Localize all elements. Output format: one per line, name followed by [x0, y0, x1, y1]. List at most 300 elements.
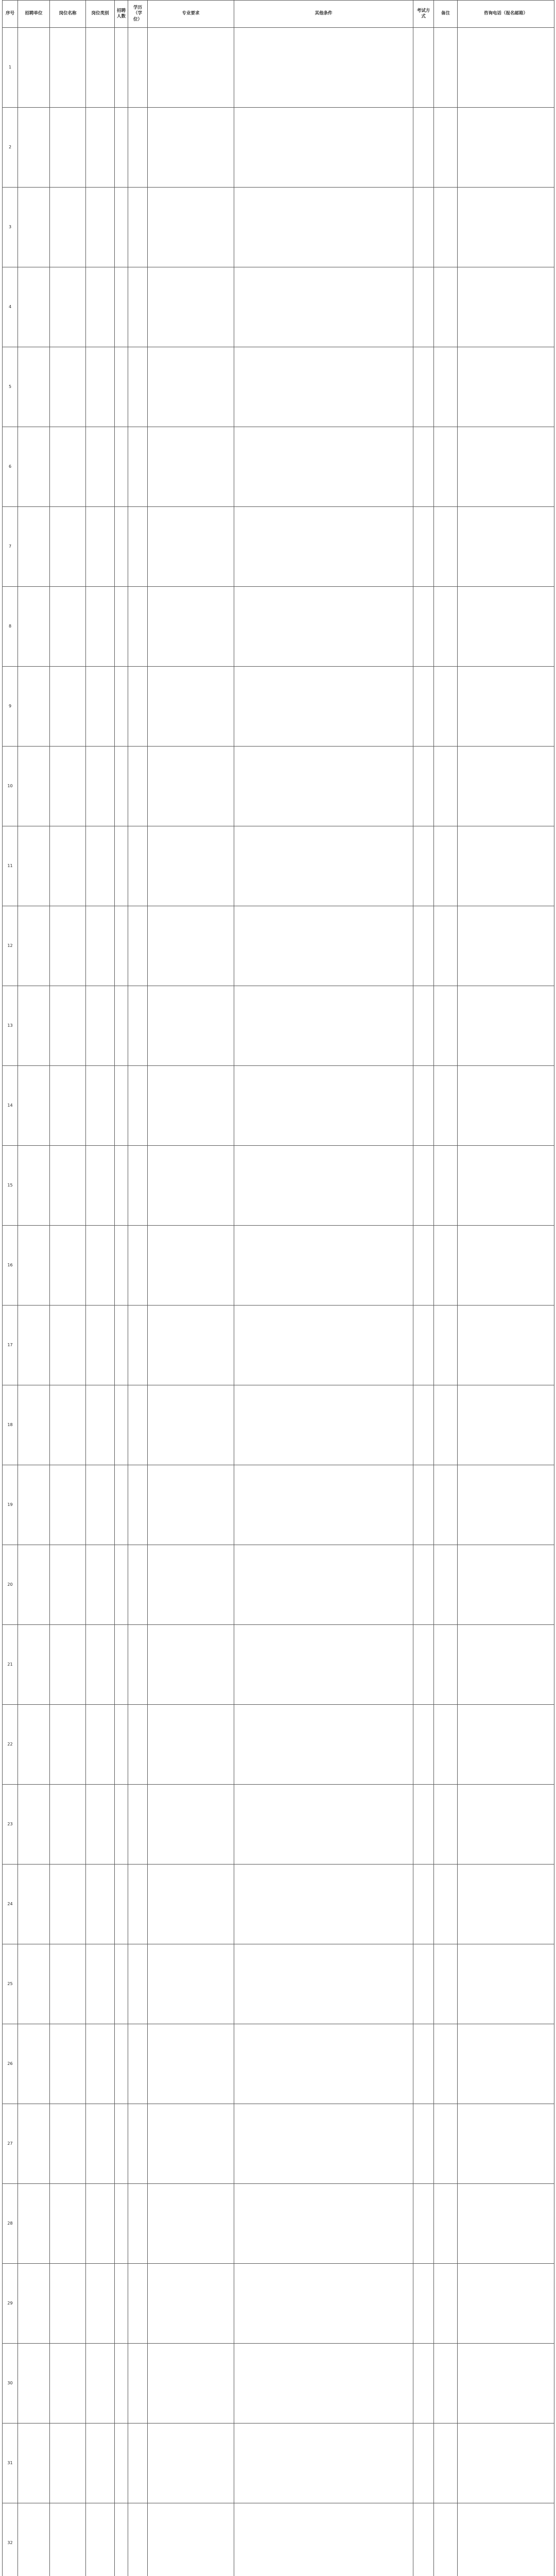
cell-contact	[458, 1545, 554, 1625]
cell-no: 1	[3, 28, 18, 108]
table-row	[3, 1226, 554, 1306]
cell-requirements	[234, 2104, 413, 2184]
cell-major	[148, 1865, 234, 1944]
cell-requirements	[234, 1226, 413, 1306]
table-row	[3, 427, 554, 507]
cell-unit	[18, 986, 50, 1066]
cell-major	[148, 507, 234, 587]
cell-unit	[18, 2184, 50, 2264]
cell-count	[115, 267, 128, 347]
header-note: 备注	[434, 1, 458, 28]
table-row	[3, 1465, 554, 1545]
cell-note	[434, 1306, 458, 1385]
cell-type	[86, 2264, 115, 2344]
cell-no: 27	[3, 2104, 18, 2184]
cell-count	[115, 986, 128, 1066]
cell-exam	[413, 587, 434, 667]
cell-type	[86, 2344, 115, 2424]
cell-post	[50, 1226, 86, 1306]
cell-requirements	[234, 108, 413, 188]
cell-contact	[458, 507, 554, 587]
table-row	[3, 1705, 554, 1785]
cell-type	[86, 906, 115, 986]
cell-requirements	[234, 667, 413, 747]
header-education: 学历（学位）	[128, 1, 148, 28]
cell-education	[128, 108, 148, 188]
cell-contact	[458, 188, 554, 267]
cell-education	[128, 826, 148, 906]
cell-contact	[458, 108, 554, 188]
cell-count	[115, 1625, 128, 1705]
header-exam: 考试方式	[413, 1, 434, 28]
cell-contact	[458, 1465, 554, 1545]
cell-requirements	[234, 1705, 413, 1785]
cell-major	[148, 667, 234, 747]
cell-type	[86, 1146, 115, 1226]
cell-unit	[18, 1146, 50, 1226]
cell-education	[128, 1226, 148, 1306]
cell-major	[148, 1385, 234, 1465]
header-contact: 咨询电话（报名邮箱）	[458, 1, 554, 28]
cell-type	[86, 1625, 115, 1705]
cell-major	[148, 1625, 234, 1705]
cell-exam	[413, 1944, 434, 2024]
cell-post	[50, 1705, 86, 1785]
cell-note	[434, 2104, 458, 2184]
cell-post	[50, 2503, 86, 2576]
cell-major	[148, 347, 234, 427]
header-post: 岗位名称	[50, 1, 86, 28]
cell-education	[128, 747, 148, 826]
cell-major	[148, 1705, 234, 1785]
cell-type	[86, 747, 115, 826]
cell-exam	[413, 2104, 434, 2184]
cell-unit	[18, 1865, 50, 1944]
table-body	[3, 28, 554, 2576]
cell-exam	[413, 1705, 434, 1785]
cell-type	[86, 347, 115, 427]
cell-major	[148, 267, 234, 347]
cell-post	[50, 986, 86, 1066]
cell-count	[115, 1066, 128, 1146]
header-major: 专业要求	[148, 1, 234, 28]
cell-count	[115, 28, 128, 108]
cell-unit	[18, 826, 50, 906]
cell-unit	[18, 1066, 50, 1146]
cell-major	[148, 2104, 234, 2184]
cell-count	[115, 1865, 128, 1944]
cell-contact	[458, 1865, 554, 1944]
cell-post	[50, 108, 86, 188]
cell-education	[128, 507, 148, 587]
cell-contact	[458, 2503, 554, 2576]
cell-education	[128, 427, 148, 507]
cell-unit	[18, 108, 50, 188]
cell-count	[115, 1545, 128, 1625]
cell-no: 2	[3, 108, 18, 188]
cell-education	[128, 2104, 148, 2184]
cell-note	[434, 2424, 458, 2503]
cell-requirements	[234, 2264, 413, 2344]
cell-note	[434, 28, 458, 108]
cell-education	[128, 1066, 148, 1146]
cell-requirements	[234, 427, 413, 507]
cell-no: 32	[3, 2503, 18, 2576]
cell-exam	[413, 507, 434, 587]
cell-count	[115, 1465, 128, 1545]
cell-requirements	[234, 1545, 413, 1625]
cell-note	[434, 188, 458, 267]
cell-type	[86, 986, 115, 1066]
table-row	[3, 188, 554, 267]
cell-education	[128, 1146, 148, 1226]
table-row	[3, 28, 554, 108]
cell-major	[148, 427, 234, 507]
cell-contact	[458, 667, 554, 747]
cell-count	[115, 2184, 128, 2264]
cell-type	[86, 587, 115, 667]
cell-note	[434, 906, 458, 986]
cell-post	[50, 2024, 86, 2104]
cell-no: 20	[3, 1545, 18, 1625]
cell-education	[128, 1465, 148, 1545]
cell-exam	[413, 906, 434, 986]
cell-count	[115, 1306, 128, 1385]
table-row	[3, 2344, 554, 2424]
cell-exam	[413, 1146, 434, 1226]
cell-major	[148, 747, 234, 826]
cell-no: 11	[3, 826, 18, 906]
cell-count	[115, 1385, 128, 1465]
cell-note	[434, 2024, 458, 2104]
cell-count	[115, 108, 128, 188]
cell-exam	[413, 1385, 434, 1465]
cell-major	[148, 2503, 234, 2576]
cell-note	[434, 1066, 458, 1146]
header-count: 招聘人数	[115, 1, 128, 28]
cell-post	[50, 1385, 86, 1465]
cell-post	[50, 1465, 86, 1545]
cell-major	[148, 826, 234, 906]
cell-count	[115, 188, 128, 267]
cell-major	[148, 1785, 234, 1865]
cell-note	[434, 2184, 458, 2264]
cell-contact	[458, 587, 554, 667]
cell-requirements	[234, 1785, 413, 1865]
cell-major	[148, 906, 234, 986]
cell-exam	[413, 1865, 434, 1944]
cell-exam	[413, 2424, 434, 2503]
cell-education	[128, 1306, 148, 1385]
cell-post	[50, 1785, 86, 1865]
cell-type	[86, 1226, 115, 1306]
cell-major	[148, 1226, 234, 1306]
cell-no: 3	[3, 188, 18, 267]
cell-no: 6	[3, 427, 18, 507]
table-row	[3, 1865, 554, 1944]
cell-unit	[18, 1944, 50, 2024]
cell-requirements	[234, 1385, 413, 1465]
cell-count	[115, 587, 128, 667]
table-row	[3, 507, 554, 587]
cell-unit	[18, 1545, 50, 1625]
cell-note	[434, 667, 458, 747]
cell-exam	[413, 667, 434, 747]
cell-note	[434, 427, 458, 507]
cell-exam	[413, 267, 434, 347]
cell-education	[128, 986, 148, 1066]
table-row	[3, 667, 554, 747]
cell-major	[148, 1545, 234, 1625]
cell-exam	[413, 427, 434, 507]
header-requirements: 其他条件	[234, 1, 413, 28]
cell-education	[128, 267, 148, 347]
header-unit: 招聘单位	[18, 1, 50, 28]
cell-exam	[413, 747, 434, 826]
table-row	[3, 1385, 554, 1465]
cell-type	[86, 1944, 115, 2024]
table-row	[3, 1146, 554, 1226]
cell-exam	[413, 1306, 434, 1385]
cell-count	[115, 906, 128, 986]
cell-type	[86, 826, 115, 906]
cell-requirements	[234, 1465, 413, 1545]
cell-no: 12	[3, 906, 18, 986]
table-row	[3, 747, 554, 826]
cell-requirements	[234, 587, 413, 667]
cell-post	[50, 906, 86, 986]
cell-no: 26	[3, 2024, 18, 2104]
cell-contact	[458, 28, 554, 108]
cell-contact	[458, 2264, 554, 2344]
cell-education	[128, 1865, 148, 1944]
cell-unit	[18, 587, 50, 667]
cell-type	[86, 2503, 115, 2576]
cell-post	[50, 267, 86, 347]
cell-post	[50, 507, 86, 587]
table-row	[3, 108, 554, 188]
cell-note	[434, 1465, 458, 1545]
cell-type	[86, 667, 115, 747]
cell-unit	[18, 2424, 50, 2503]
cell-requirements	[234, 2184, 413, 2264]
cell-count	[115, 347, 128, 427]
cell-major	[148, 986, 234, 1066]
cell-contact	[458, 1146, 554, 1226]
cell-requirements	[234, 188, 413, 267]
cell-note	[434, 1146, 458, 1226]
cell-post	[50, 1545, 86, 1625]
cell-type	[86, 2184, 115, 2264]
cell-note	[434, 747, 458, 826]
cell-major	[148, 1306, 234, 1385]
cell-no: 17	[3, 1306, 18, 1385]
cell-education	[128, 2184, 148, 2264]
cell-exam	[413, 1465, 434, 1545]
cell-count	[115, 1785, 128, 1865]
cell-note	[434, 2503, 458, 2576]
cell-note	[434, 507, 458, 587]
cell-no: 21	[3, 1625, 18, 1705]
cell-post	[50, 747, 86, 826]
cell-education	[128, 587, 148, 667]
cell-unit	[18, 2024, 50, 2104]
cell-contact	[458, 2424, 554, 2503]
cell-contact	[458, 1944, 554, 2024]
cell-contact	[458, 906, 554, 986]
cell-type	[86, 1865, 115, 1944]
cell-unit	[18, 1465, 50, 1545]
cell-unit	[18, 1785, 50, 1865]
cell-exam	[413, 2264, 434, 2344]
cell-count	[115, 2424, 128, 2503]
cell-education	[128, 2424, 148, 2503]
cell-post	[50, 826, 86, 906]
table-row	[3, 1306, 554, 1385]
cell-education	[128, 1545, 148, 1625]
cell-requirements	[234, 906, 413, 986]
cell-exam	[413, 108, 434, 188]
cell-requirements	[234, 1625, 413, 1705]
cell-note	[434, 1705, 458, 1785]
cell-count	[115, 507, 128, 587]
cell-major	[148, 1944, 234, 2024]
cell-count	[115, 2104, 128, 2184]
cell-exam	[413, 1545, 434, 1625]
cell-contact	[458, 1705, 554, 1785]
cell-education	[128, 2264, 148, 2344]
cell-no: 31	[3, 2424, 18, 2503]
cell-unit	[18, 667, 50, 747]
cell-requirements	[234, 747, 413, 826]
cell-no: 22	[3, 1705, 18, 1785]
cell-no: 16	[3, 1226, 18, 1306]
cell-type	[86, 2024, 115, 2104]
cell-requirements	[234, 2503, 413, 2576]
cell-major	[148, 28, 234, 108]
cell-note	[434, 267, 458, 347]
cell-note	[434, 587, 458, 667]
table-row	[3, 2264, 554, 2344]
cell-requirements	[234, 2344, 413, 2424]
cell-no: 8	[3, 587, 18, 667]
cell-major	[148, 2424, 234, 2503]
cell-post	[50, 1306, 86, 1385]
cell-post	[50, 2424, 86, 2503]
cell-contact	[458, 1625, 554, 1705]
cell-requirements	[234, 1306, 413, 1385]
cell-note	[434, 2264, 458, 2344]
cell-type	[86, 1066, 115, 1146]
cell-note	[434, 1385, 458, 1465]
cell-no: 30	[3, 2344, 18, 2424]
cell-requirements	[234, 1944, 413, 2024]
cell-count	[115, 1944, 128, 2024]
cell-exam	[413, 28, 434, 108]
recruitment-table	[2, 0, 554, 2576]
cell-exam	[413, 826, 434, 906]
cell-contact	[458, 826, 554, 906]
cell-major	[148, 108, 234, 188]
cell-contact	[458, 427, 554, 507]
cell-no: 10	[3, 747, 18, 826]
cell-post	[50, 1625, 86, 1705]
cell-no: 28	[3, 2184, 18, 2264]
cell-contact	[458, 1785, 554, 1865]
cell-major	[148, 587, 234, 667]
cell-post	[50, 2104, 86, 2184]
cell-unit	[18, 1385, 50, 1465]
cell-type	[86, 1306, 115, 1385]
cell-unit	[18, 906, 50, 986]
cell-unit	[18, 1226, 50, 1306]
cell-education	[128, 1944, 148, 2024]
cell-note	[434, 108, 458, 188]
cell-contact	[458, 2344, 554, 2424]
cell-major	[148, 188, 234, 267]
cell-exam	[413, 986, 434, 1066]
cell-education	[128, 28, 148, 108]
cell-exam	[413, 2344, 434, 2424]
cell-education	[128, 1785, 148, 1865]
cell-post	[50, 28, 86, 108]
cell-requirements	[234, 507, 413, 587]
table-row	[3, 1625, 554, 1705]
cell-note	[434, 826, 458, 906]
cell-no: 9	[3, 667, 18, 747]
cell-education	[128, 906, 148, 986]
cell-no: 14	[3, 1066, 18, 1146]
cell-education	[128, 2024, 148, 2104]
table-row	[3, 986, 554, 1066]
table-row	[3, 2024, 554, 2104]
cell-major	[148, 1146, 234, 1226]
cell-note	[434, 347, 458, 427]
table-row	[3, 1545, 554, 1625]
cell-contact	[458, 267, 554, 347]
cell-requirements	[234, 986, 413, 1066]
table-row	[3, 1066, 554, 1146]
cell-contact	[458, 1385, 554, 1465]
cell-exam	[413, 347, 434, 427]
cell-post	[50, 2344, 86, 2424]
cell-contact	[458, 1226, 554, 1306]
cell-note	[434, 1226, 458, 1306]
cell-requirements	[234, 2424, 413, 2503]
cell-note	[434, 986, 458, 1066]
cell-post	[50, 1865, 86, 1944]
cell-count	[115, 1146, 128, 1226]
cell-count	[115, 2503, 128, 2576]
cell-post	[50, 587, 86, 667]
cell-type	[86, 1385, 115, 1465]
cell-exam	[413, 188, 434, 267]
cell-major	[148, 2264, 234, 2344]
cell-no: 18	[3, 1385, 18, 1465]
cell-note	[434, 1944, 458, 2024]
cell-no: 23	[3, 1785, 18, 1865]
cell-contact	[458, 1306, 554, 1385]
cell-post	[50, 347, 86, 427]
cell-post	[50, 667, 86, 747]
cell-contact	[458, 347, 554, 427]
cell-type	[86, 188, 115, 267]
cell-requirements	[234, 28, 413, 108]
table-row	[3, 587, 554, 667]
cell-count	[115, 826, 128, 906]
cell-type	[86, 1705, 115, 1785]
cell-exam	[413, 1785, 434, 1865]
